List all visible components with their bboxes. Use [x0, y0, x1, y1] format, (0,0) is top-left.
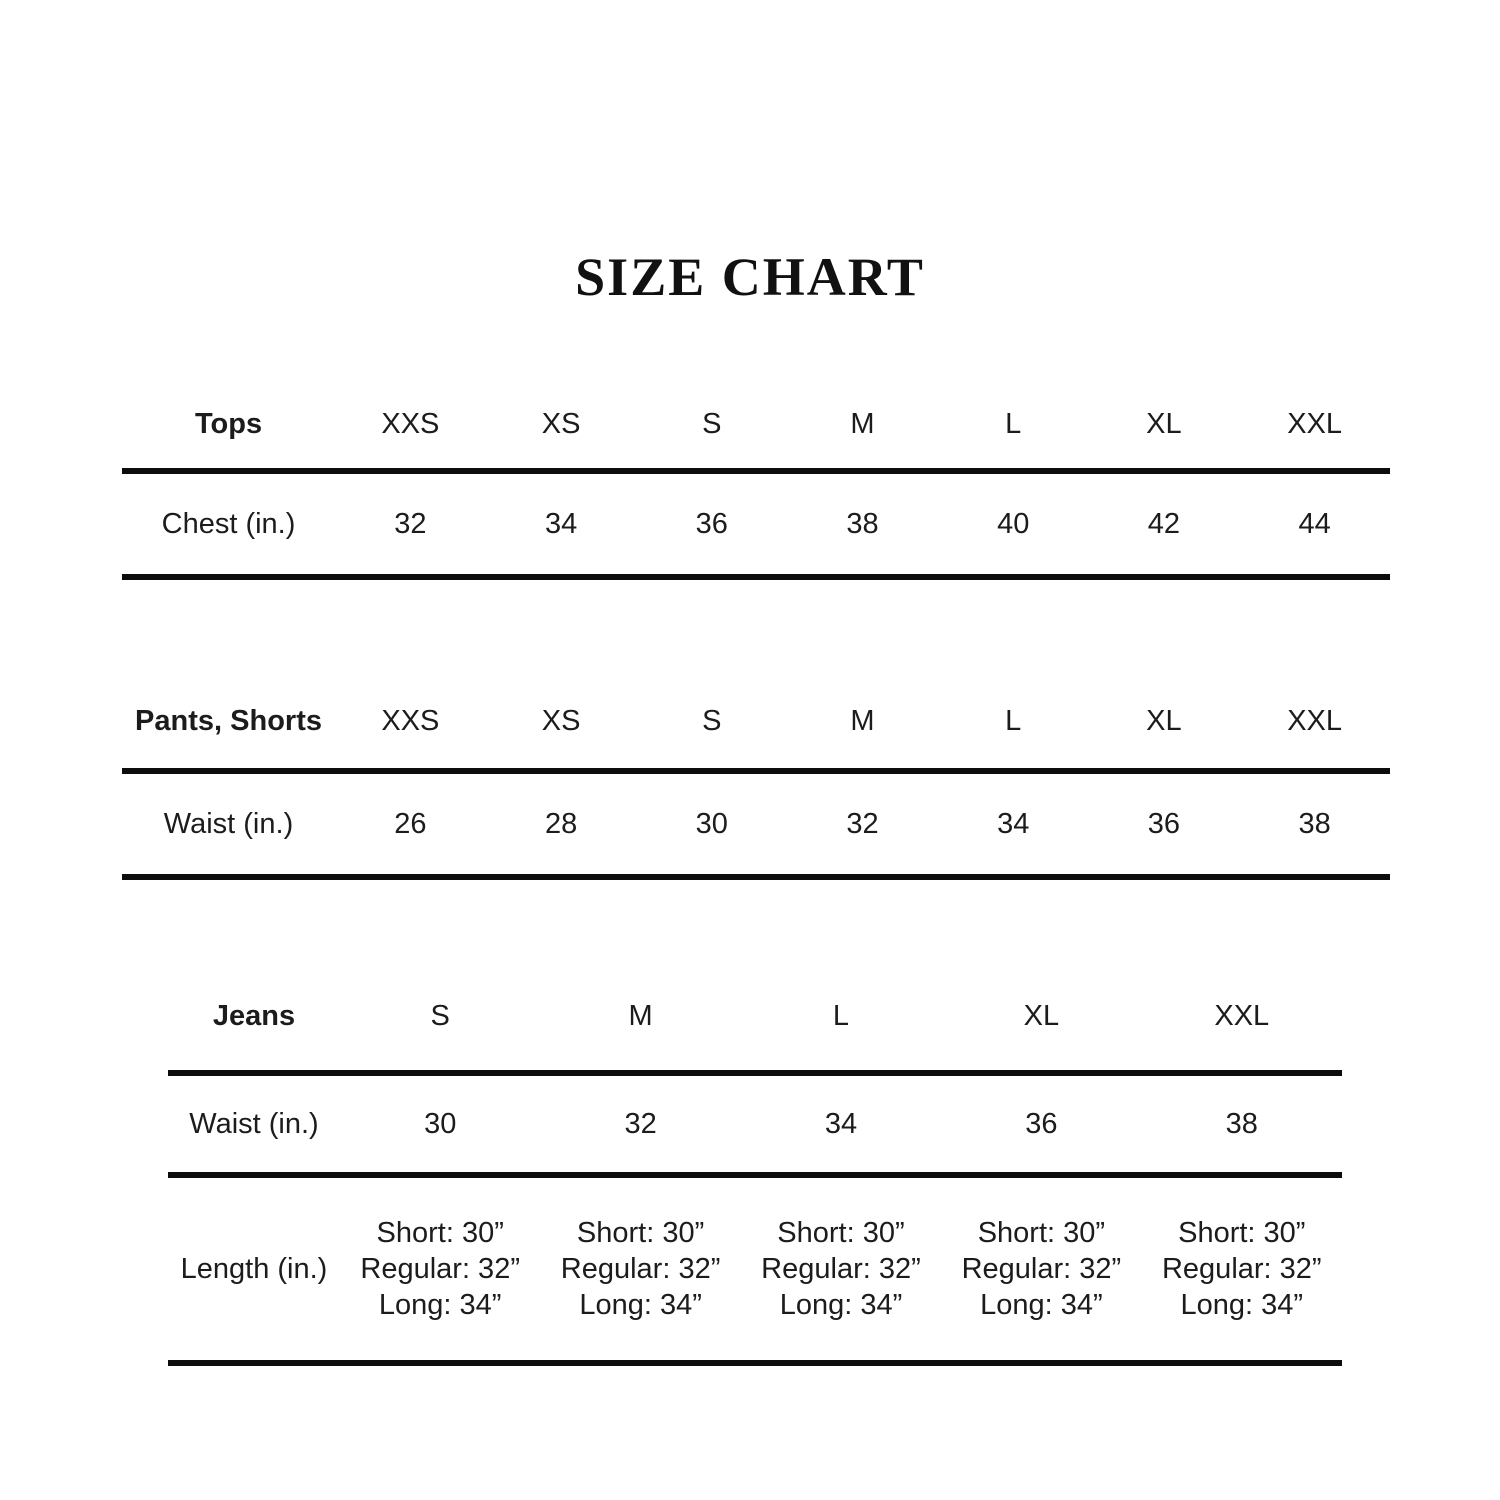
pants-size-header: S [702, 705, 722, 737]
chest-value: 34 [544, 507, 578, 540]
waist-value: 26 [394, 807, 427, 840]
tops-chest-row [122, 471, 1390, 577]
chest-value: 36 [695, 507, 728, 540]
waist-row-label: Waist (in.) [163, 807, 294, 840]
tops-size-header: XXS [381, 407, 440, 440]
jeans-waist-row [168, 1073, 1342, 1175]
pants-waist-row [122, 771, 1390, 877]
jeans-size-header: S [430, 999, 450, 1032]
length-value [741, 1175, 941, 1363]
tops-size-header: XS [541, 407, 581, 440]
length-regular: Regular: 32” [761, 1253, 921, 1285]
waist-value: 38 [1298, 807, 1331, 840]
jeans-size-header: XXL [1214, 999, 1270, 1032]
jeans-header-row [168, 962, 1342, 1073]
pants-size-header: L [1005, 705, 1022, 737]
page-title: SIZE CHART [575, 247, 925, 307]
length-long: Long: 34” [378, 1289, 502, 1321]
chest-value: 32 [394, 507, 427, 540]
jeans-size-header: XL [1023, 999, 1060, 1032]
length-short: Short: 30” [977, 1217, 1106, 1249]
length-value [540, 1175, 740, 1363]
pants-size-header: XXL [1287, 705, 1343, 737]
chest-value: 42 [1147, 507, 1181, 540]
waist-value: 38 [1225, 1107, 1258, 1140]
tops-size-header: XL [1146, 407, 1182, 440]
pants-size-header: XS [541, 705, 581, 737]
length-long: Long: 34” [779, 1289, 903, 1321]
tops-table [122, 380, 1390, 580]
waist-value: 36 [1025, 1107, 1058, 1140]
chest-row-label: Chest (in.) [161, 507, 296, 540]
length-short: Short: 30” [777, 1217, 905, 1249]
tops-header-row [122, 380, 1390, 471]
chest-value: 40 [997, 507, 1030, 540]
tops-size-header: M [850, 407, 875, 440]
waist-value: 30 [424, 1107, 457, 1140]
jeans-size-header: M [628, 999, 653, 1032]
length-short: Short: 30” [576, 1217, 705, 1249]
chest-value: 38 [846, 507, 879, 540]
length-long: Long: 34” [579, 1289, 702, 1321]
chest-value: 44 [1298, 507, 1331, 540]
length-value [340, 1175, 540, 1363]
length-regular: Regular: 32” [360, 1253, 520, 1285]
length-value [1142, 1175, 1342, 1363]
pants-size-header: M [850, 705, 875, 737]
waist-value: 32 [624, 1107, 657, 1140]
length-row-label: Length (in.) [180, 1252, 328, 1285]
jeans-length-row [168, 1175, 1342, 1363]
pants-size-header: XXS [381, 705, 440, 737]
tops-label: Tops [194, 407, 263, 440]
length-long: Long: 34” [1180, 1289, 1304, 1321]
pants-label: Pants, Shorts [135, 705, 322, 737]
tops-size-header: XXL [1287, 407, 1343, 440]
waist-value: 32 [846, 807, 879, 840]
length-regular: Regular: 32” [1161, 1253, 1322, 1285]
pants-shorts-table [122, 675, 1390, 880]
waist-value: 28 [544, 807, 578, 840]
jeans-size-header: L [832, 999, 850, 1032]
tops-size-header: S [702, 407, 722, 440]
length-long: Long: 34” [980, 1289, 1103, 1321]
length-regular: Regular: 32” [560, 1253, 721, 1285]
tops-size-header: L [1005, 407, 1022, 440]
length-value [941, 1175, 1141, 1363]
length-regular: Regular: 32” [961, 1253, 1122, 1285]
length-short: Short: 30” [376, 1217, 504, 1249]
jeans-label: Jeans [212, 999, 296, 1032]
waist-row-label: Waist (in.) [189, 1107, 319, 1140]
jeans-table [168, 962, 1342, 1366]
waist-value: 34 [997, 807, 1030, 840]
pants-size-header: XL [1146, 705, 1182, 737]
length-short: Short: 30” [1178, 1217, 1306, 1249]
waist-value: 36 [1147, 807, 1181, 840]
pants-header-row [122, 675, 1390, 771]
waist-value: 30 [695, 807, 728, 840]
waist-value: 34 [824, 1107, 858, 1140]
